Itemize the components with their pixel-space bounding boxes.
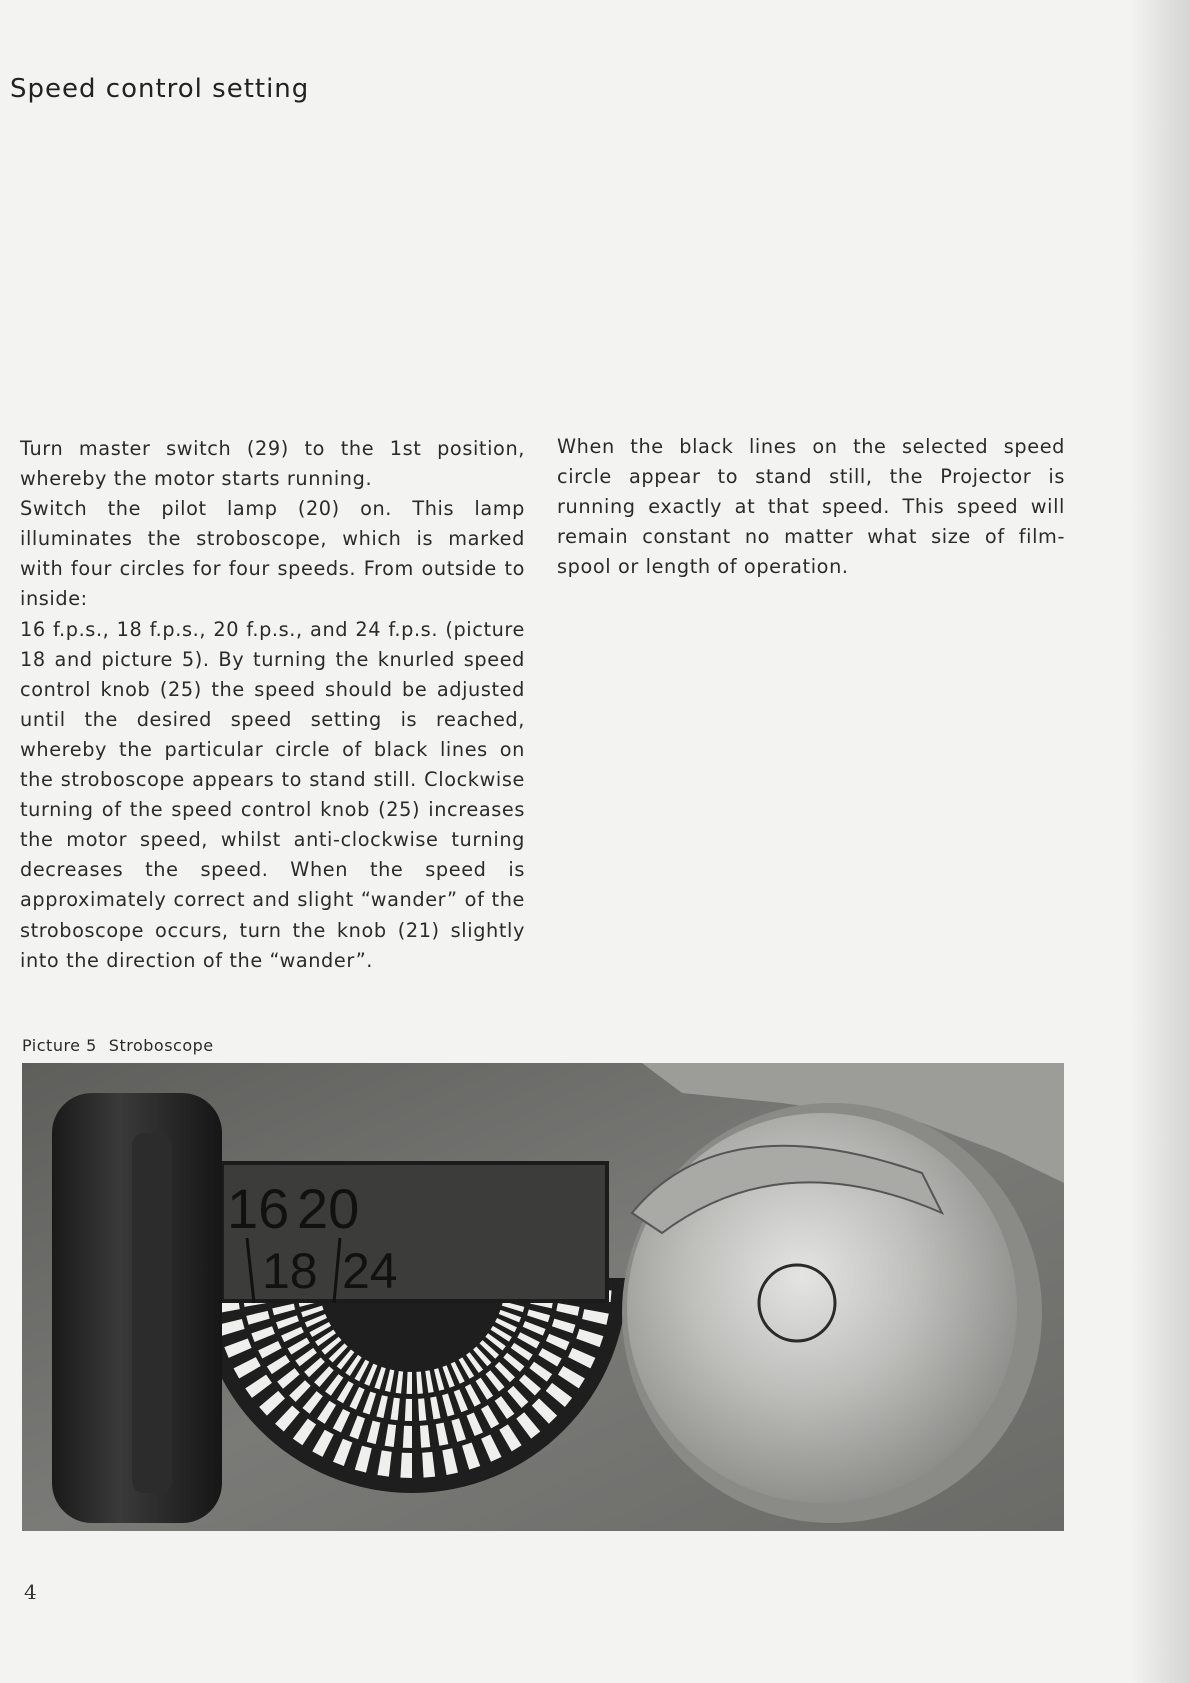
caption-label: Picture 5 — [22, 1036, 97, 1055]
stroboscope-illustration — [22, 1063, 1064, 1531]
left-text-column — [20, 434, 525, 976]
ring-segment — [400, 1453, 412, 1478]
ring-segment — [403, 1426, 412, 1448]
figure-caption — [22, 1036, 214, 1055]
page-title: Speed control setting — [10, 74, 310, 104]
ring-segment — [405, 1399, 412, 1421]
speed-label: 24 — [342, 1243, 398, 1299]
speed-label: 20 — [297, 1177, 360, 1240]
paragraph: Turn master switch (29) to the 1st position, whereby the motor starts running. — [20, 437, 525, 491]
paragraph: 16 f.p.s., 18 f.p.s., 20 f.p.s., and 24 f.p.s. (picture 18 and picture 5). By turning the knurled speed control knob (25) the speed should be adjusted until the desired speed setting is reached, whereby the particular circle of black lines on the stroboscope appears to stand still. Clockwise turning of the speed control knob (25) increases the motor speed, whilst anti-clockwise turning decreases the speed. When the speed is approximately correct and slight “wander” of the stroboscope occurs, turn the knob (21) slightly into the direction of the “wander”. — [20, 617, 525, 972]
page-edge-shadow — [1130, 0, 1190, 1683]
right-text-column — [557, 432, 1065, 582]
paragraph: When the black lines on the selected speed circle appear to stand still, the Projector is running exactly at that speed. This speed will remain constant no matter what size of film-spool or length of operation. — [557, 435, 1065, 579]
speed-label: 16 — [227, 1177, 290, 1240]
stroboscope-photo — [22, 1063, 1064, 1531]
page-number: 4 — [24, 1580, 37, 1604]
knob-highlight — [132, 1133, 172, 1493]
speed-label: 18 — [262, 1243, 318, 1299]
paragraph: Switch the pilot lamp (20) on. This lamp illuminates the stroboscope, which is marked with four circles for four speeds. From outside to inside: — [20, 497, 525, 611]
caption-text: Stroboscope — [108, 1036, 214, 1055]
